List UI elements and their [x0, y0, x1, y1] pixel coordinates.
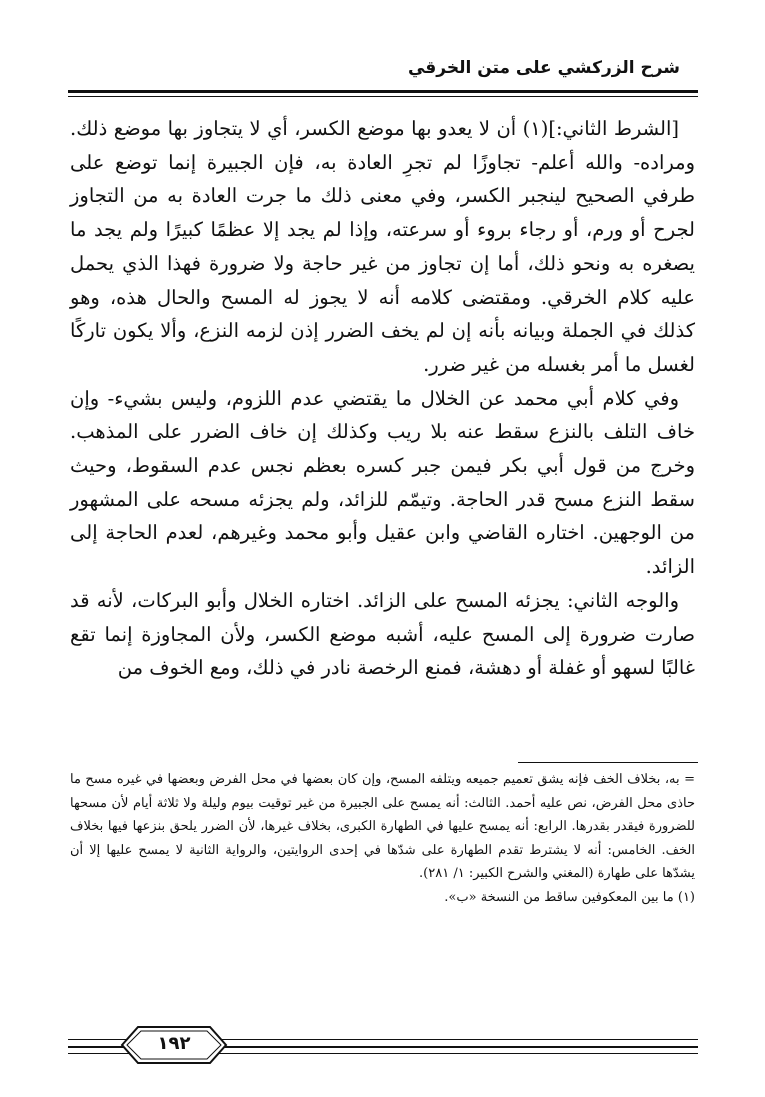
main-text	[70, 112, 695, 685]
header-rule-thin	[68, 96, 698, 97]
page-number: ١٩٢	[157, 1033, 191, 1054]
footnote-separator	[518, 762, 698, 763]
footnotes	[70, 768, 695, 910]
book-title: شرح الزركشي على متن الخرقي	[407, 58, 680, 78]
paragraph-2: وفي كلام أبي محمد عن الخلال ما يقتضي عدم اللزوم، وليس بشيء- وإن خاف التلف بالنزع سقط عنه بلا ريب وكذلك إن خاف الضرر على المذهب. وخرج من قول أبي بكر فيمن جبر كسره بعظم نجس عدم السقوط، وحيث سقط النزع مسح قدر الحاجة. وتيمّم للزائد، ولم يجزئه مسحه على المشهور من الوجهين. اختاره القاضي وابن عقيل وأبو محمد وغيرهم، لعدم الحاجة إلى الزائد.	[70, 386, 695, 579]
paragraph-1: [الشرط الثاني:](١) أن لا يعدو بها موضع الكسر، أي لا يتجاوز بها موضع ذلك. ومراده- والله أعلم- تجاوزًا لم تجرِ العادة به، فإن الجبيرة إنما توضع على طرفي الصحيح لينجبر الكسر، وفي معنى ذلك ما جرت العادة به من التجاوز لجرح أو ورم، أو رجاء بروء أو سرعته، وإذا لم يجد إلا عظمًا كبيرًا ولم يجد ما يصغره به ونحو ذلك، أما إن تجاوز من غير حاجة ولا ضرورة فهذا الذي يحمل عليه كلام الخرقي. ومقتضى كلامه أنه لا يجوز له المسح والحال هذه، وهو كذلك في الجملة وبيانه بأنه إن لم يخف الضرر إذن لزمه النزع، وألا يكون تاركًا لغسل ما أمر بغسله من غير ضرر.	[70, 117, 695, 376]
footnote-1: (١) ما بين المعكوفين ساقط من النسخة «ب».	[444, 889, 695, 905]
paragraph-3: والوجه الثاني: يجزئه المسح على الزائد. اختاره الخلال وأبو البركات، لأنه قد صارت ضرورة إلى المسح عليه، أشبه موضع الكسر، ولأن المجاوزة إنما تقع غالبًا لسهو أو غفلة أو دهشة، فمنع الرخصة نادر في ذلك، ومع الخوف من	[70, 588, 695, 680]
running-header	[68, 58, 698, 90]
footnote-continuation: = به، بخلاف الخف فإنه يشق تعميم جميعه ويتلفه المسح، وإن كان بعضها في محل الفرض وبعضها في غيره مسح ما حاذى محل الفرض، نص عليه أحمد. الثالث: أنه يمسح على الجبيرة من غير توقيت بيوم وليلة ولا ثلاثة أيام لأن مسحها للضرورة فيقدر بقدرها. الرابع: أنه يمسح عليها في الطهارة الكبرى، بخلاف غيرها، لأن الضرر يلحق بنزعها فيها بخلاف الخف. الخامس: أنه لا يشترط تقدم الطهارة على شدّها في إحدى الروايتين، والرواية الثانية لا يمسح عليها إلا أن يشدّها على طهارة (المغني والشرح الكبير: ١/ ٢٨١).	[70, 772, 695, 882]
page-number-badge	[118, 1024, 230, 1066]
header-rule-thick	[68, 90, 698, 93]
